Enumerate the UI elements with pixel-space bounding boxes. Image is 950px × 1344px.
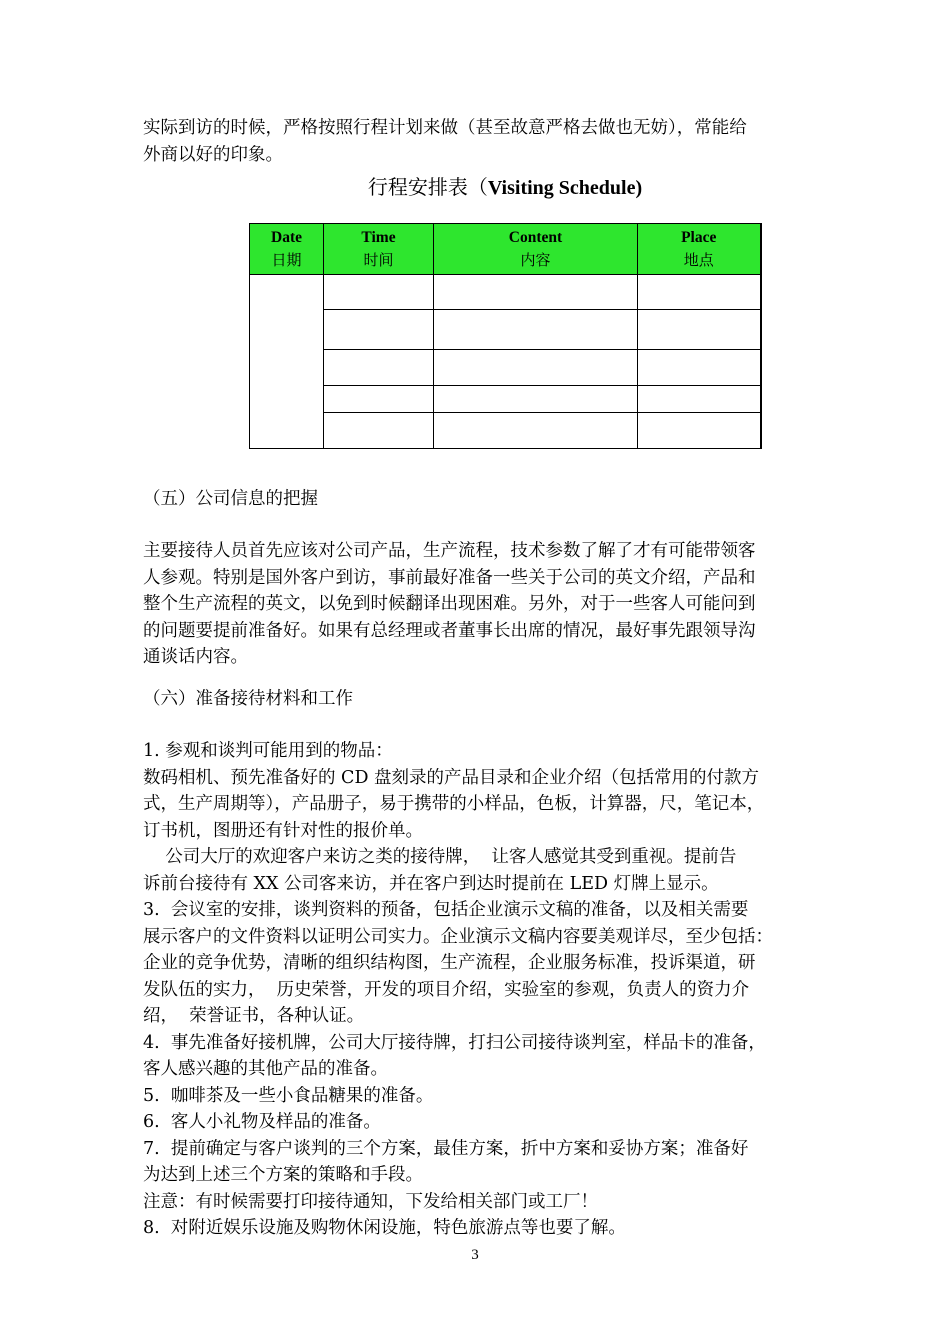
- table-cell: [434, 310, 638, 350]
- section-5-heading: （五）公司信息的把握: [143, 489, 318, 509]
- table-cell: [324, 310, 434, 350]
- schedule-title-cn: 行程安排表（: [367, 175, 488, 199]
- schedule-title: [250, 174, 760, 201]
- schedule-header-row: [250, 224, 761, 275]
- header-time: Time 时间: [324, 224, 434, 275]
- table-cell: [638, 413, 761, 449]
- table-row: [250, 275, 761, 310]
- table-row: [250, 310, 761, 350]
- schedule-table: [249, 223, 762, 449]
- intro-paragraph: [143, 115, 813, 168]
- table-cell: [638, 386, 761, 413]
- section-5-body: 主要接待人员首先应该对公司产品，生产流程，技术参数了解了才有可能带领客 人参观。特别是国外客户到访，事前最好准备一些关于公司的英文介绍，产品和 整个生产流程的英文，以免到时候翻译出现困难。另外，对于一些客人可能问到 的问题要提前准备好。如果有总经理或者董事长出席的情况，最好事先跟领导沟 通谈话内容。: [143, 541, 756, 667]
- table-cell: [434, 350, 638, 386]
- table-row: [250, 386, 761, 413]
- table-row: [250, 350, 761, 386]
- table-cell: [434, 413, 638, 449]
- page-number: 3: [471, 1247, 479, 1263]
- table-cell: [638, 275, 761, 310]
- schedule-title-en: Visiting Schedule): [487, 177, 643, 199]
- section-6-heading: （六）准备接待材料和工作: [143, 689, 353, 709]
- header-date: Date 日期: [250, 224, 324, 275]
- table-cell: [324, 413, 434, 449]
- table-cell: [638, 310, 761, 350]
- header-content: Content 内容: [434, 224, 638, 275]
- header-place: Place 地点: [638, 224, 761, 275]
- table-cell: [324, 350, 434, 386]
- table-cell: [324, 275, 434, 310]
- table-cell: [638, 350, 761, 386]
- intro-line-2: 外商以好的印象。: [143, 144, 283, 165]
- table-row: [250, 413, 761, 449]
- table-cell: [434, 386, 638, 413]
- date-cell: [250, 275, 324, 449]
- table-cell: [434, 275, 638, 310]
- section-6-items: 1. 参观和谈判可能用到的物品： 数码相机、预先准备好的 CD 盘刻录的产品目录和企业介绍（包括常用的付款方 式，生产周期等），产品册子，易于携带的小样品，色板，计算器，尺，笔记本， 订书机，图册还有针对性的报价单。 公司大厅的欢迎客户来访之类的接待牌， 让客人感觉其受到重视。提前告 诉前台接待有 XX 公司客来访，并在客户到达时提前在 LED 灯牌上显示。 3. 会议室的安排，谈判资料的预备，包括企业演示文稿的准备，以及相关需要 展示客户的文件资料以证明公司实力。企业演示文稿内容要美观详尽，至少包括： 企业的竞争优势，清晰的组织结构图，生产流程，企业服务标准，投诉渠道，研 发队伍的实力， 历史荣誉，开发的项目介绍，实验室的参观，负责人的资力介 绍， 荣誉证书，各种认证。 4. 事先准备好接机牌，公司大厅接待牌，打扫公司接待谈判室，样品卡的准备， 客人感兴趣的其他产品的准备。 5. 咖啡茶及一些小食品糖果的准备。 6. 客人小礼物及样品的准备。 7. 提前确定与客户谈判的三个方案，最佳方案，折中方案和妥协方案；准备好 为达到上述三个方案的策略和手段。 注意：有时候需要打印接待通知，下发给相关部门或工厂！ 8. 对附近娱乐设施及购物休闲设施，特色旅游点等也要了解。: [143, 741, 773, 1238]
- intro-line-1: 实际到访的时候，严格按照行程计划来做（甚至故意严格去做也无妨），常能给: [143, 118, 747, 138]
- table-cell: [324, 386, 434, 413]
